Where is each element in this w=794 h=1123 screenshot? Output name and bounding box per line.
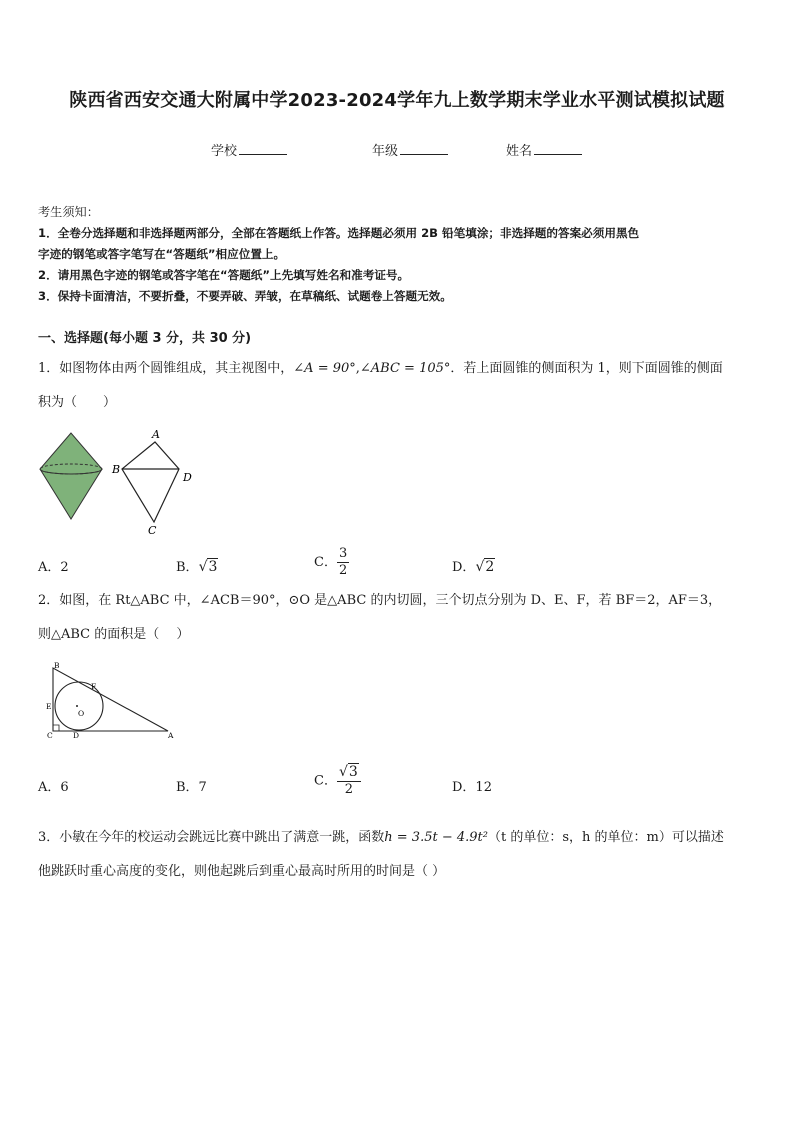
incircle-triangle-diagram [46,661,174,740]
q1-option-d[interactable]: D．√2 [452,559,495,575]
student-info-fields [0,140,794,160]
school-blank[interactable] [239,142,287,155]
label-b: B [112,463,121,476]
sqrt-expr: √2 [475,559,495,575]
question-1-line-2: 积为（ ） [38,395,117,410]
label-b: B [54,661,60,670]
double-cone-solid [40,433,102,519]
label-o: O [78,709,85,718]
front-view-diagram [111,428,192,537]
question-3 [38,821,758,889]
q2-option-c[interactable]: C． $\frac{√3}{2}$ [314,764,361,798]
exam-instructions [38,202,758,307]
q2-option-d[interactable]: D．12 [452,780,492,795]
page-title: 陕西省西安交通大附属中学2023-2024学年九上数学期末学业水平测试模拟试题 [69,90,725,111]
grade-field[interactable] [372,140,448,159]
question-1 [38,352,758,420]
label-c: C [148,524,157,537]
question-3-line-1: 3．小敏在今年的校运动会跳远比赛中跳出了满意一跳，函数h = 3.5t − 4.9t²（t 的单位：s，h 的单位：m）可以描述 [38,830,724,845]
instruction-item: 1．全卷分选择题和非选择题两部分，全部在答题纸上作答。选择题必须用 2B 铅笔填涂；非选择题的答案必须用黑色 [38,226,640,240]
label-c: C [47,731,53,740]
label-a: A [168,731,174,740]
name-label: 姓名 [506,144,533,159]
q2-option-b[interactable]: B．7 [176,780,207,795]
label-e: E [46,702,52,711]
instruction-item: 3．保持卡面清洁，不要折叠，不要弄破、弄皱，在草稿纸、试题卷上答题无效。 [38,289,452,303]
angle-abc-expr: ∠ABC = 105° [359,361,451,376]
height-formula: h = 3.5t − 4.9t² [384,830,488,845]
school-field[interactable] [211,140,287,159]
sqrt-expr: √3 [198,559,218,575]
grade-blank[interactable] [400,142,448,155]
name-blank[interactable] [534,142,582,155]
instructions-heading: 考生须知： [38,205,99,219]
label-d: D [183,471,192,484]
fraction-expr: $\frac{√3}{2}$ [337,764,361,798]
fraction-expr: $\frac{3}{2}$ [338,546,348,578]
school-label: 学校 [211,144,238,159]
label-a: A [152,428,160,441]
question-1-figure [36,425,206,540]
q1-option-c[interactable]: C． $\frac{3}{2}$ [314,546,348,578]
instruction-item: 字迹的钢笔或答字笔写在“答题纸”相应位置上。 [38,247,286,261]
label-f: F [91,682,97,691]
question-2 [38,584,758,652]
q2-option-a[interactable]: A．6 [38,780,69,795]
grade-label: 年级 [372,144,399,159]
question-3-line-2: 他跳跃时重心高度的变化，则他起跳后到重心最高时所用的时间是（ ） [38,864,446,879]
q1-option-a[interactable]: A．2 [38,560,69,575]
q1-option-b[interactable]: B．√3 [176,559,218,575]
question-2-figure [44,660,179,740]
label-d: D [73,731,80,740]
question-1-line-1: 1．如图物体由两个圆锥组成，其主视图中，∠A = 90°,∠ABC = 105°．若上面圆锥的侧面积为 1，则下面圆锥的侧面 [38,361,723,376]
instruction-item: 2．请用黑色字迹的钢笔或答字笔在“答题纸”上先填写姓名和准考证号。 [38,268,410,282]
question-2-line-1: 2．如图，在 Rt△ABC 中，∠ACB＝90°，⊙O 是△ABC 的内切圆，三个切点分别为 D、E、F，若 BF＝2，AF＝3， [38,593,722,608]
section-heading: 一、选择题(每小题 3 分，共 30 分) [38,331,252,346]
angle-a-expr: ∠A = 90° [293,361,356,376]
name-field[interactable] [506,140,582,159]
question-2-line-2: 则△ABC 的面积是（ ） [38,627,190,642]
